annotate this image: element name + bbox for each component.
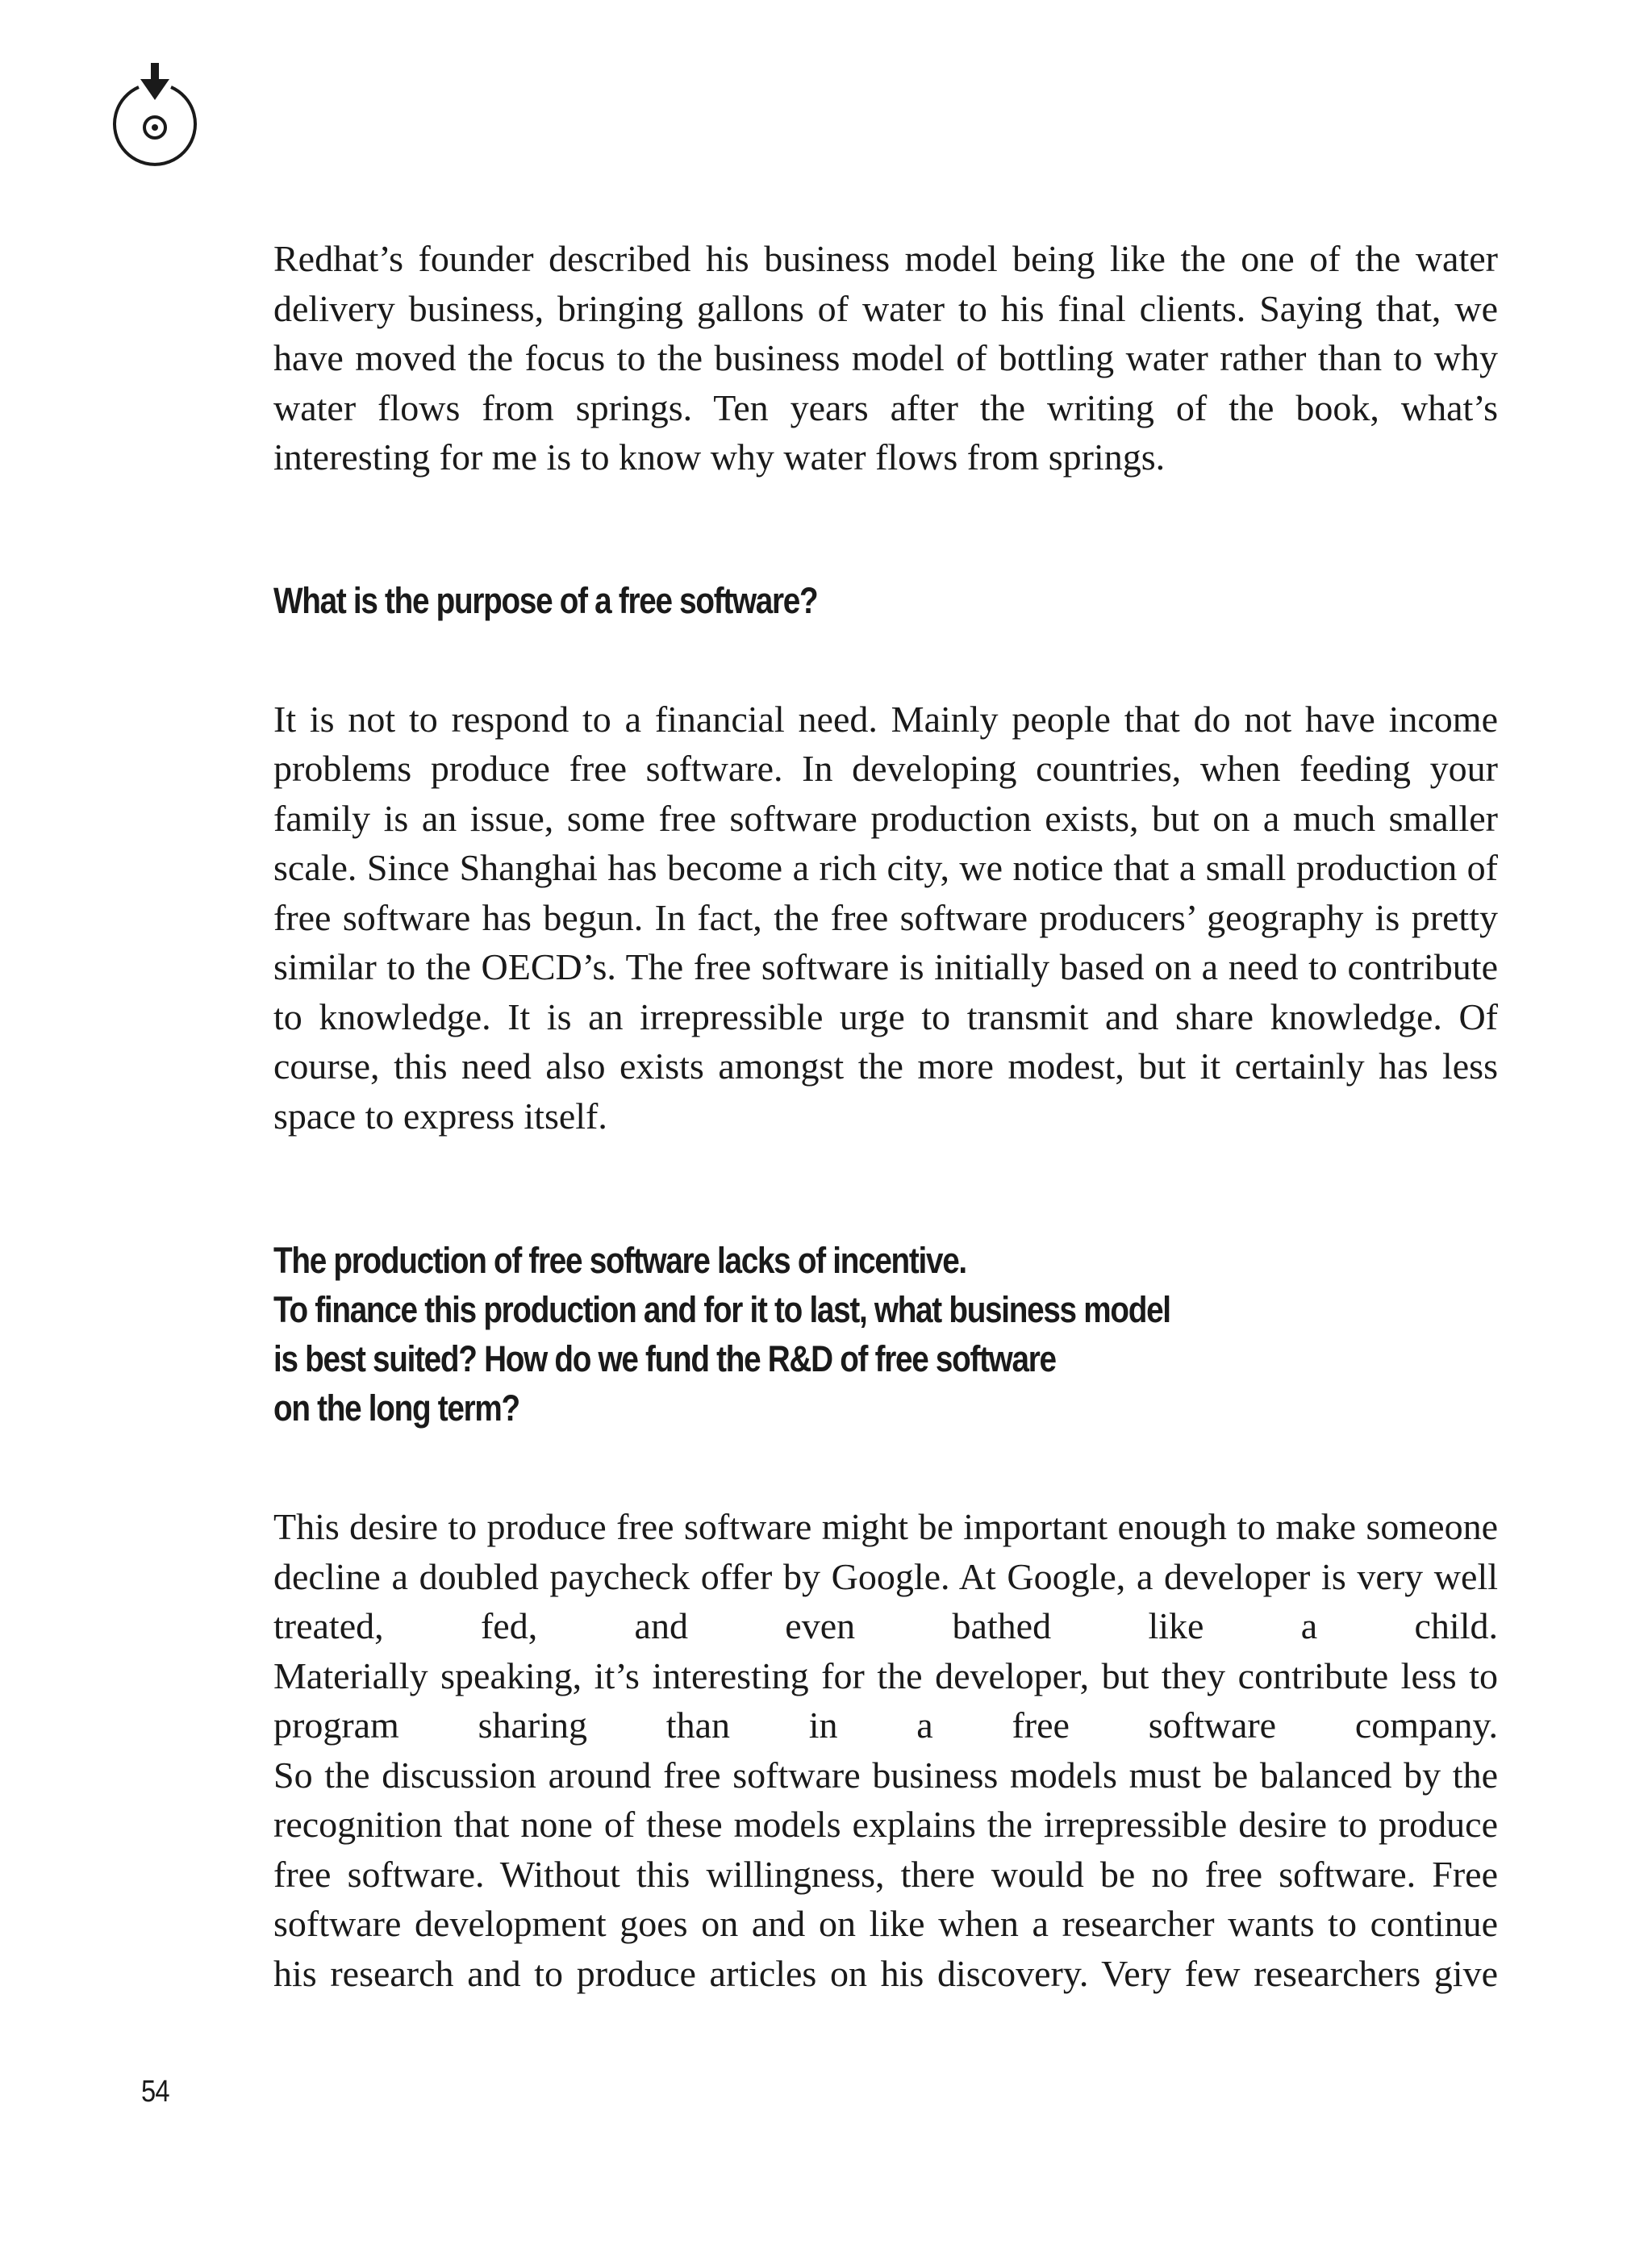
heading-incentive: The production of free software lacks of incentive. To finance this production and for it to last, what business model is best suited? How do we fund the R&D of free software on the long term?: [273, 1240, 1170, 1429]
paragraph-redhat: Redhat’s founder described his business model being like the one of the water delivery business, bringing gallons of water to his final clients. Saying that, we have moved the focus to the business model of bottling water rather than to why water flows from springs. Ten years after the writing of the book, what’s interesting for me is to know why water flows from springs.: [273, 238, 1498, 478]
page-number: 54: [141, 2075, 169, 2109]
heading-purpose: What is the purpose of a free software?: [273, 579, 818, 621]
paragraph-purpose: It is not to respond to a financial need. Mainly people that do not have income problems produce free software. In developing countries, when feeding your family is an issue, some free software production exists, but on a much smaller scale. Since Shanghai has become a rich city, we notice that a small production of free software has begun. In fact, the free software producers’ geography is pretty similar to the OECD’s. The free software is initially based on a need to contribute to knowledge. It is an irrepressible urge to transmit and share knowledge. Of course, this need also exists amongst the more modest, but it certainly has less space to express itself.: [273, 698, 1498, 1137]
download-disc-icon: [110, 63, 200, 173]
page-body: [273, 234, 1498, 1998]
paragraph-desire: This desire to produce free software might be important enough to make someone decline a doubled paycheck offer by Google. At Google, a developer is very well treated, fed, and even bathed like a child. Materially speaking, it’s interesting for the developer, but they contribute less to program sharing than in a free software company. So the discussion around free software business models must be balanced by the recognition that none of these models explains the irrepressible desire to produce free software. Without this willingness, there would be no free software. Free software development goes on and on like when a researcher wants to continue his research and to produce articles on his discovery. Very few researchers give: [273, 1506, 1498, 1994]
